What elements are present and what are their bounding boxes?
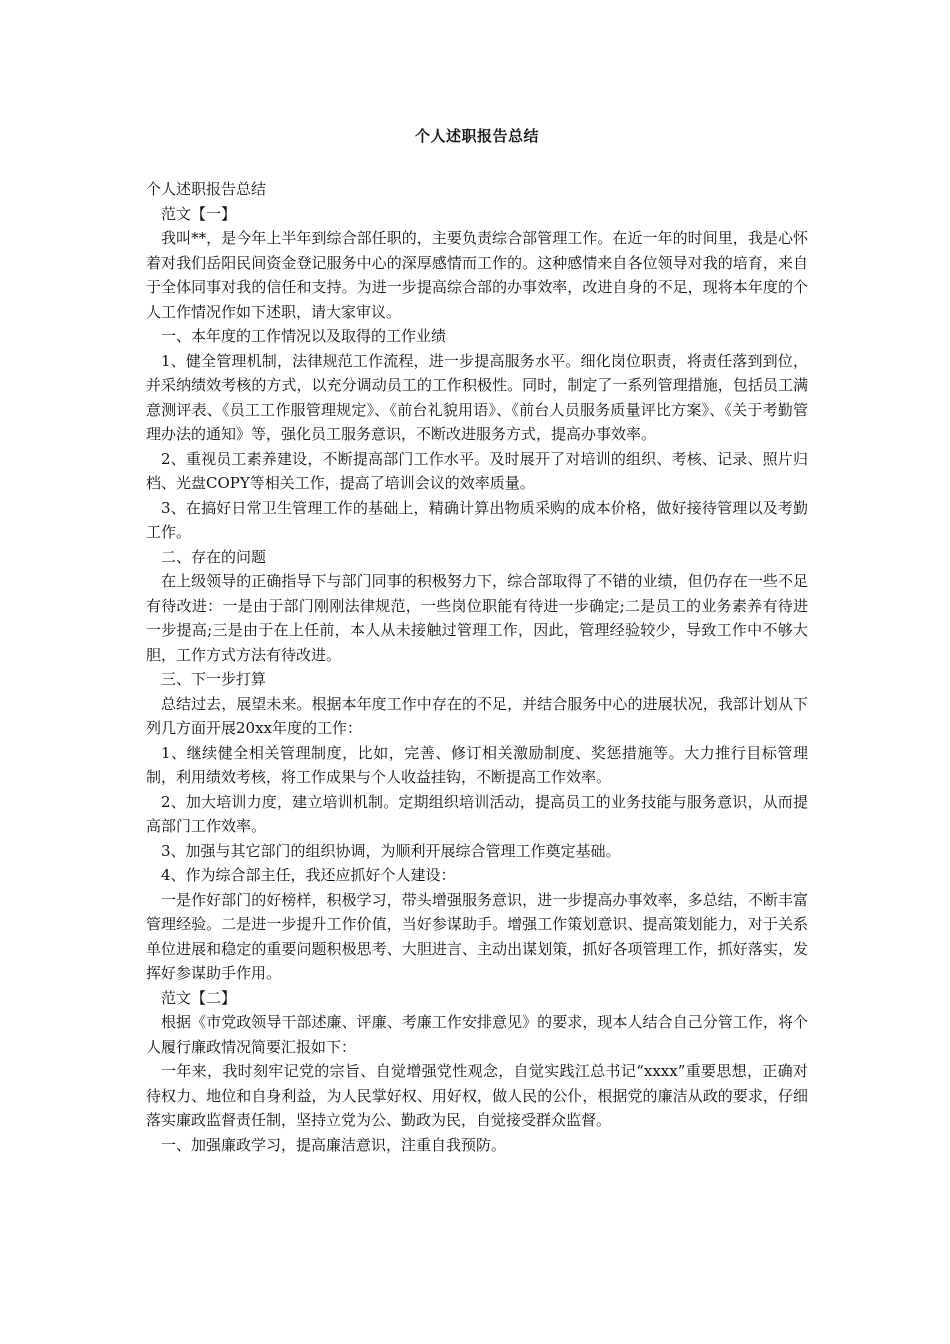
paragraph: 3、在搞好日常卫生管理工作的基础上，精确计算出物质采购的成本价格，做好接待管理以及考勤工作。 xyxy=(146,498,808,541)
paragraph: 2、加大培训力度，建立培训机制。定期组织培训活动，提高员工的业务技能与服务意识，从而提高部门工作效率。 xyxy=(146,792,808,835)
paragraph: 一年来，我时刻牢记党的宗旨、自觉增强党性观念，自觉实践江总书记“xxxx”重要思想，正确对待权力、地位和自身利益，为人民掌好权、用好权，做人民的公仆，根据党的廉洁从政的要求，仔细落实廉政监督责任制，坚持立党为公、勤政为民，自觉接受群众监督。 xyxy=(146,1062,808,1129)
paragraph: 我叫**，是今年上半年到综合部任职的，主要负责综合部管理工作。在近一年的时间里，我是心怀着对我们岳阳民间资金登记服务中心的深厚感情而工作的。这种感情来自各位领导对我的培育，来自于全体同事对我的信任和支持。为进一步提高综合部的办事效率，改进自身的不足，现将本年度的个人工作情况作如下述职，请大家审议。 xyxy=(146,229,808,321)
paragraph: 个人述职报告总结 xyxy=(146,180,267,198)
paragraph: 2、重视员工素养建设，不断提高部门工作水平。及时展开了对培训的组织、考核、记录、照片归档、光盘COPY等相关工作，提高了培训会议的效率质量。 xyxy=(146,449,808,492)
paragraph: 根据《市党政领导干部述廉、评廉、考廉工作安排意见》的要求，现本人结合自己分管工作，将个人履行廉政情况简要汇报如下： xyxy=(146,1013,808,1056)
paragraph: 1、继续健全相关管理制度，比如，完善、修订相关激励制度、奖惩措施等。大力推行目标管理制，利用绩效考核，将工作成果与个人收益挂钩，不断提高工作效率。 xyxy=(146,743,808,786)
paragraph: 总结过去，展望未来。根据本年度工作中存在的不足，并结合服务中心的进展状况，我部计划从下列几方面开展20xx年度的工作： xyxy=(146,694,808,737)
paragraph: 3、加强与其它部门的组织协调，为顺利开展综合管理工作奠定基础。 xyxy=(161,841,621,860)
paragraph: 一是作好部门的好榜样，积极学习，带头增强服务意识，进一步提高办事效率，多总结，不断丰富管理经验。二是进一步提升工作价值，当好参谋助手。增强工作策划意识、提高策划能力，对于关系单位进展和稳定的重要问题积极思考、大胆进言、主动出谋划策，抓好各项管理工作，抓好落实，发挥好参谋助手作用。 xyxy=(146,890,808,982)
paragraph: 二、存在的问题 xyxy=(161,547,267,566)
paragraph: 1、健全管理机制，法律规范工作流程，进一步提高服务水平。细化岗位职责，将责任落到到位，并采纳绩效考核的方式，以充分调动员工的工作积极性。同时，制定了一系列管理措施，包括员工满意测评表、《员工工作服管理规定》、《前台礼貌用语》、《前台人员服务质量评比方案》、《关于考勤管理办法的通知》等，强化员工服务意识，不断改进服务方式，提高办事效率。 xyxy=(146,351,808,443)
paragraph: 4、作为综合部主任，我还应抓好个人建设： xyxy=(161,866,456,884)
paragraph: 三、下一步打算 xyxy=(161,670,267,688)
paragraph: 范文【一】 xyxy=(161,204,237,223)
paragraph: 一、本年度的工作情况以及取得的工作业绩 xyxy=(161,327,447,345)
paragraph: 在上级领导的正确指导下与部门同事的积极努力下，综合部取得了不错的业绩，但仍存在一些不足有待改进：一是由于部门刚刚法律规范，一些岗位职能有待进一步确定;二是员工的业务素养有待进一步提高;三是由于在上任前，本人从未接触过管理工作，因此，管理经验较少，导致工作中不够大胆，工作方式方法有待改进。 xyxy=(146,572,808,664)
paragraph: 一、加强廉政学习，提高廉洁意识，注重自我预防。 xyxy=(161,1135,507,1154)
document-title: 个人述职报告总结 xyxy=(414,127,539,145)
paragraph: 范文【二】 xyxy=(161,988,237,1007)
document-body xyxy=(146,177,808,1157)
document-page xyxy=(146,125,808,1157)
